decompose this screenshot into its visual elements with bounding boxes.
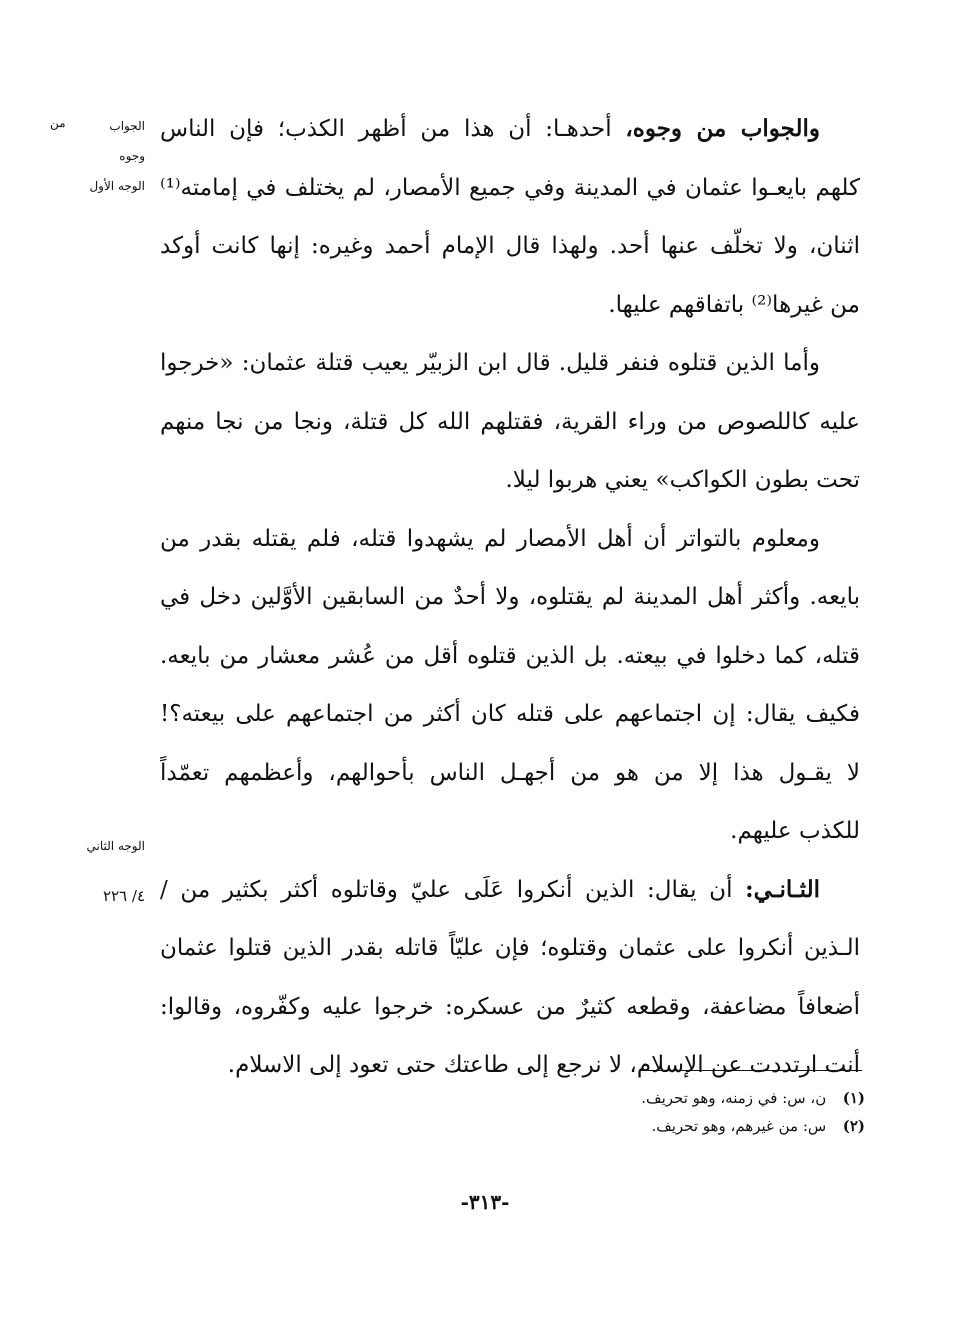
text-line	[160, 919, 860, 978]
line-text: ومعلوم بالتواتر أن أهل الأمصار لم يشهدوا قتله، فلم يقتله بقدر من	[160, 525, 820, 552]
text-line	[160, 159, 860, 218]
text-line	[160, 393, 860, 452]
text-line	[160, 861, 860, 920]
line-text: تحت بطون الكواكب» يعني هربوا ليلا.	[505, 467, 860, 493]
text-line	[160, 451, 860, 510]
footnote-divider	[640, 1070, 862, 1071]
margin-note-answer: الجواب	[109, 119, 145, 133]
text-line	[160, 100, 860, 159]
line-text: أحدهـا: أن هذا من أظهر الكذب؛ فإن الناس	[160, 116, 626, 142]
footnote	[460, 1112, 865, 1140]
main-text	[160, 100, 860, 1095]
line-text: بايعه. وأكثر أهل المدينة لم يقتلوه، ولا أحدٌ من السابقين الأوَّلين دخل في	[160, 584, 860, 610]
line-text: أضعافاً مضاعفة، وقطعه كثيرٌ من عسكره: خرجوا عليه وكفّروه، وقالوا:	[160, 993, 860, 1020]
margin-note-volume-page: ٤/ ٢٢٦	[102, 887, 145, 905]
text-line	[160, 510, 860, 569]
footnotes	[460, 1084, 865, 1140]
line-text: قتله، كما دخلوا في بيعته. بل الذين قتلوه أقل من عُشر معشار من بايعه.	[160, 642, 860, 669]
footnote-number: (١)	[842, 1089, 865, 1107]
text-line	[160, 744, 860, 803]
text-line	[160, 568, 860, 627]
margin-note-from: من	[50, 116, 66, 130]
section-heading: الثـانـي:	[745, 875, 820, 903]
margin-note-aspects: وجوه	[119, 149, 145, 163]
text-line	[160, 802, 860, 861]
margin-note-second-aspect: الوجه الثاني	[86, 839, 145, 853]
text-line	[160, 627, 860, 686]
footnote-number: (٢)	[842, 1117, 865, 1135]
text-line	[160, 334, 860, 393]
line-text: وأما الذين قتلوه فنفر قليل. قال ابن الزبيّر يعيب قتلة عثمان: «خرجوا	[160, 350, 820, 376]
line-text: للكذب عليهم.	[730, 818, 860, 844]
line-text: لا يقـول هذا إلا من هو من أجهـل الناس بأحوالهم، وأعظمهم تعمّداً	[160, 759, 860, 786]
text-line	[160, 978, 860, 1037]
line-text: أن يقال: الذين أنكروا عَلَى عليّ وقاتلوه أكثر بكثير من /	[160, 876, 746, 903]
page-number: -٣١٣-	[460, 1190, 510, 1214]
footnote-text: س: من غيرهم، وهو تحريف.	[651, 1117, 827, 1135]
line-text: فكيف يقال: إن اجتماعهم على قتله كان أكثر من اجتماعهم على بيعته؟!	[160, 701, 860, 727]
line-text: أنت ارتددت عن الإسلام، لا نرجع إلى طاعتك حتى تعود إلى الاسلام.	[227, 1052, 860, 1078]
line-text: من غيرها⁽²⁾ باتفاقهم عليها.	[608, 291, 860, 318]
line-text: اثنان، ولا تخلّف عنها أحد. ولهذا قال الإمام أحمد وغيره: إنها كانت أوكد	[160, 233, 860, 259]
text-line	[160, 685, 860, 744]
margin-note-first-aspect: الوجه الأول	[89, 179, 145, 193]
footnote	[460, 1084, 865, 1112]
text-line	[160, 276, 860, 335]
line-text: الـذين أنكروا على عثمان وقتلوه؛ فإن عليّاً قاتله بقدر الذين قتلوا عثمان	[160, 935, 860, 961]
section-heading: والجواب من وجوه،	[625, 115, 820, 142]
text-line	[160, 217, 860, 276]
line-text: عليه كاللصوص من وراء القرية، فقتلهم الله كل قتلة، ونجا من نجا منهم	[160, 408, 860, 435]
footnote-text: ن، س: في زمنه، وهو تحريف.	[641, 1089, 827, 1107]
line-text: كلهم بايعـوا عثمان في المدينة وفي جميع الأمصار، لم يختلف في إمامته⁽¹⁾	[160, 174, 860, 201]
